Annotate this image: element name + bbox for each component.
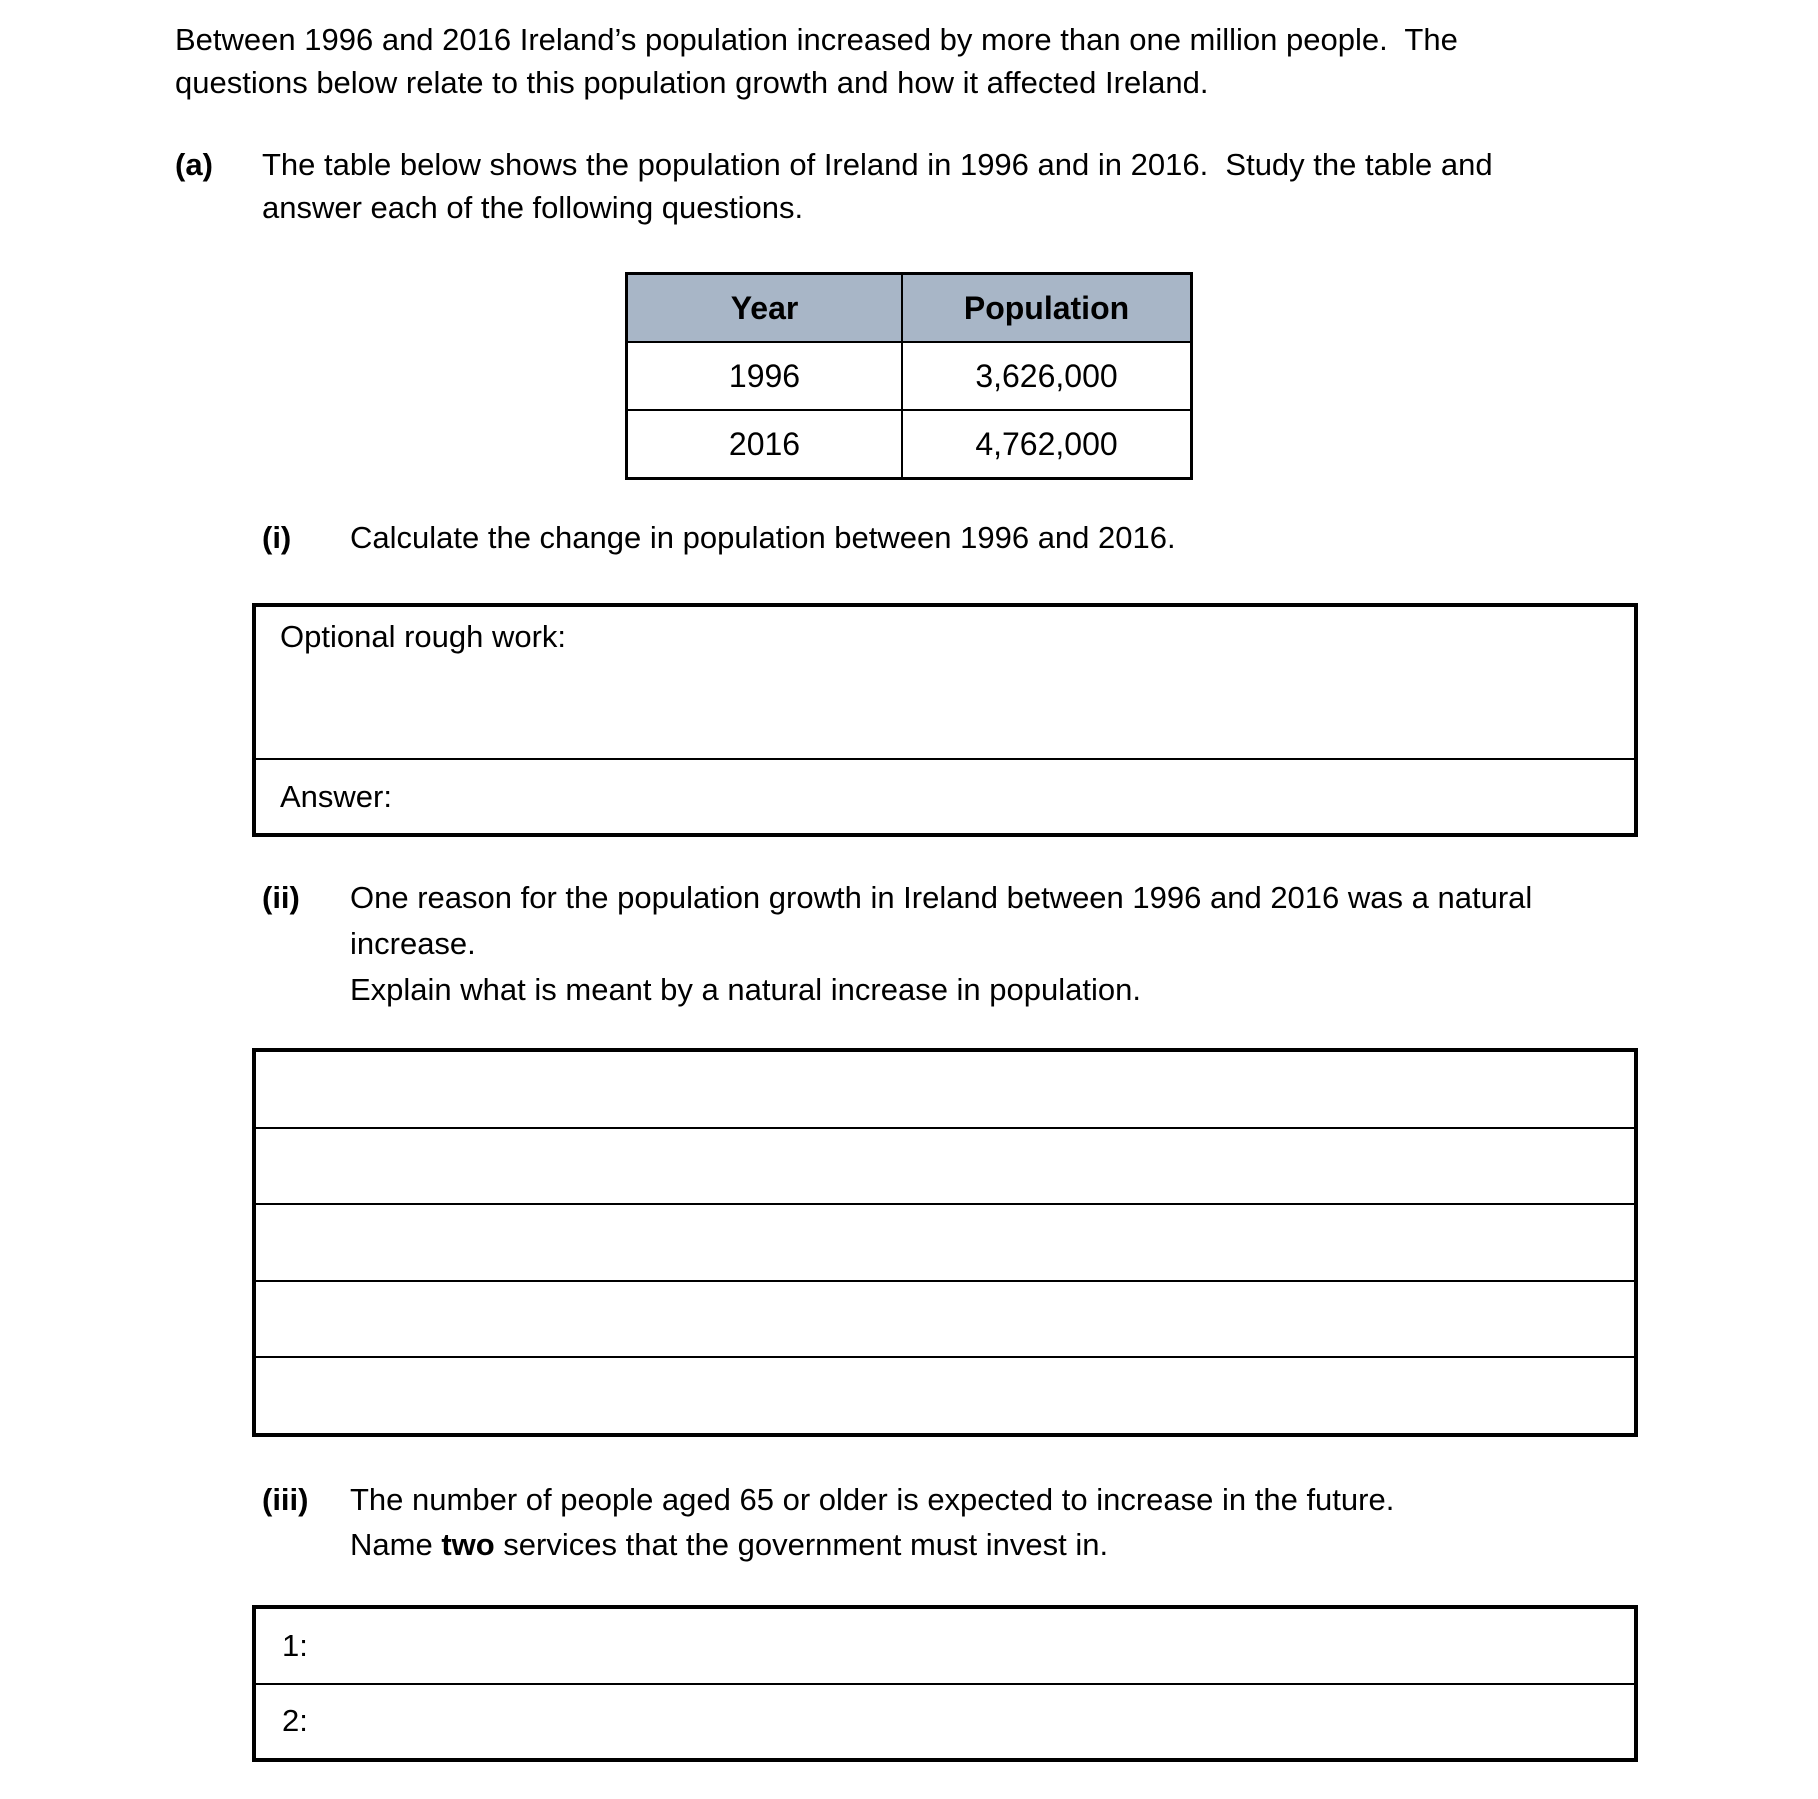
table-row-2016 [627, 410, 1192, 479]
part-iii-line-2 [350, 1522, 1394, 1567]
answer-writing-line-3[interactable] [256, 1205, 1634, 1282]
part-ii-line-1: One reason for the population growth in Ireland between 1996 and 2016 was a natural [350, 880, 1533, 915]
services-answer-box [252, 1605, 1638, 1762]
answer-writing-line-4[interactable] [256, 1282, 1634, 1359]
part-ii-text [350, 875, 1532, 1013]
part-i-text: Calculate the change in population between 1996 and 2016. [350, 520, 1176, 555]
year-cell-2016: 2016 [627, 410, 903, 479]
part-a-label: (a) [175, 147, 213, 182]
answer-area[interactable] [256, 760, 1634, 833]
part-i-label: (i) [262, 520, 292, 555]
answer-label: Answer: [280, 778, 392, 814]
part-a-line-1: The table below shows the population of Ireland in 1996 and in 2016. Study the table and [262, 147, 1493, 182]
part-ii-label: (ii) [262, 880, 300, 915]
intro-paragraph [175, 18, 1458, 104]
year-cell-1996: 1996 [627, 342, 903, 410]
part-ii-line-2: increase. [350, 926, 476, 961]
rough-work-answer-box [252, 603, 1638, 837]
answer-writing-line-1[interactable] [256, 1052, 1634, 1129]
population-column-header: Population [902, 274, 1192, 343]
year-column-header: Year [627, 274, 903, 343]
answer-writing-line-2[interactable] [256, 1129, 1634, 1206]
part-iii-line-2-prefix: Name [350, 1527, 442, 1562]
lined-answer-box [252, 1048, 1638, 1437]
part-iii-line-1: The number of people aged 65 or older is expected to increase in the future. [350, 1482, 1395, 1517]
service-1-area[interactable] [256, 1609, 1634, 1685]
part-iii-line-2-suffix: services that the government must invest in. [494, 1527, 1109, 1562]
answer-writing-line-5[interactable] [256, 1358, 1634, 1433]
rough-work-area[interactable] [256, 607, 1634, 760]
population-table-header-row [627, 274, 1192, 343]
service-1-label: 1: [282, 1627, 308, 1663]
population-cell-1996: 3,626,000 [902, 342, 1192, 410]
service-2-label: 2: [282, 1703, 308, 1739]
service-2-area[interactable] [256, 1685, 1634, 1759]
part-iii-label: (iii) [262, 1482, 309, 1517]
population-table [625, 272, 1193, 480]
intro-line-2: questions below relate to this population growth and how it affected Ireland. [175, 65, 1209, 100]
part-a-text [262, 143, 1493, 229]
part-ii-line-3: Explain what is meant by a natural increase in population. [350, 972, 1141, 1007]
part-iii-text [350, 1477, 1394, 1567]
population-cell-2016: 4,762,000 [902, 410, 1192, 479]
part-iii-line-2-bold-word: two [441, 1527, 495, 1562]
intro-line-1: Between 1996 and 2016 Ireland’s population increased by more than one million people. The [175, 22, 1458, 57]
rough-work-label: Optional rough work: [280, 619, 567, 654]
table-row-1996 [627, 342, 1192, 410]
part-a-line-2: answer each of the following questions. [262, 190, 804, 225]
